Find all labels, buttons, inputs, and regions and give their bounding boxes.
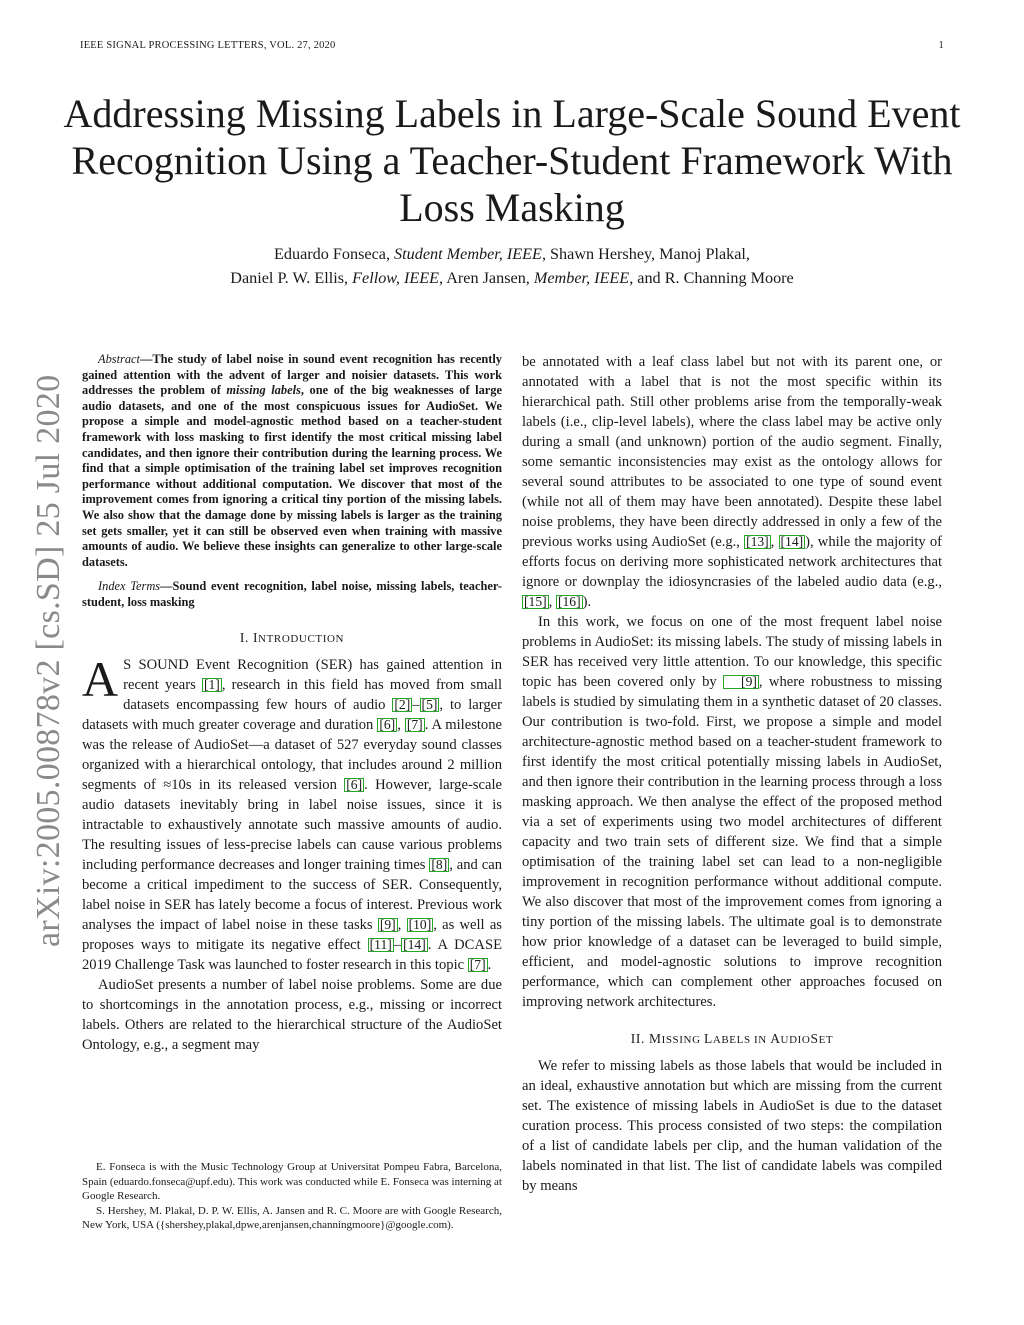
author-membership: Member, IEEE — [533, 269, 630, 287]
citation-link[interactable]: [13] — [746, 534, 769, 549]
citation-link[interactable]: [1] — [203, 676, 220, 692]
paragraph-text: . A milestone was the release of AudioSet—a dataset of 527 everyday sound classes organized with a hierarchical ontology, that includes around 2 million segments of ≈10s in its released version — [82, 716, 502, 793]
citation-link[interactable]: [6] — [346, 776, 363, 792]
index-terms — [82, 579, 502, 610]
paragraph-text: In this work, we focus on one of the most frequent label noise problems in AudioSet: its missing labels. The study of missing labels in SER has received very little attention. To our knowledge, this specific topic has been covered only by — [522, 614, 942, 690]
paragraph-text: . A DCASE 2019 Challenge Task was launched to foster research in this topic — [82, 936, 502, 973]
paper-title: Addressing Missing Labels in Large-Scale Sound Event Recognition Using a Teacher-Student Framework With Loss Masking — [63, 91, 961, 230]
citation-link[interactable]: [6] — [379, 716, 396, 732]
footnote-affiliation: E. Fonseca is with the Music Technology Group at Universitat Pompeu Fabra, Barcelona, Spain (eduardo.fonseca@upf.edu). This work was conducted while E. Fonseca was interning at Google Research. — [82, 1161, 502, 1203]
citation-link[interactable]: [9] — [723, 675, 759, 689]
paragraph-text: be annotated with a leaf class label but not with its parent one, or annotated with a label that is not the most specific within its hierarchical path. Still other problems arise from the temporally-weak labels (i.e., clip-level labels), where the class label may be active only during a small (and unknown) portion of the audio segment. Finally, some semantic inconsistencies may exist as the ontology allows for several sound attributes to be associated to one type of sound event (while not all of them may have been annotated). Despite these label noise problems, they have been directly addressed in only a few of the previous works using AudioSet (e.g., — [522, 354, 942, 550]
body-paragraph — [522, 612, 942, 1012]
abstract-text: —The study of label noise in sound event recognition has recently gained attention with the advent of larger and noisier datasets. This work addresses the problem of — [82, 352, 502, 398]
author-text: Daniel P. W. Ellis, — [230, 269, 353, 287]
section-numeral: I. — [239, 629, 253, 645]
paragraph-text: , and can become a critical impediment to the success of SER. Consequently, label noise in SER has lately become a focus of interest. Previous work analyses the impact of label noise in these tasks — [82, 856, 502, 933]
index-terms-heading: Index Terms — [98, 579, 161, 594]
journal-name: IEEE SIGNAL PROCESSING LETTERS, VOL. 27, 2020 — [80, 40, 336, 51]
paragraph-text: , to larger datasets with much greater coverage and duration — [82, 696, 503, 733]
section-title-cap: S — [810, 1031, 819, 1046]
author-membership: Fellow, IEEE — [352, 269, 440, 287]
arxiv-identifier[interactable]: arXiv:2005.00878v2 [cs.SD] 25 Jul 2020 — [30, 374, 67, 947]
paragraph-text: , — [397, 716, 405, 733]
footnotes — [82, 1160, 502, 1233]
section-numeral: II. — [630, 1031, 649, 1046]
right-column — [522, 352, 942, 1196]
section-title-cap: I — [252, 629, 259, 645]
citation-link[interactable]: [5] — [421, 696, 438, 712]
author-text: Eduardo Fonseca, — [274, 245, 395, 263]
body-paragraph — [522, 352, 942, 612]
section-heading-missing-labels — [522, 1029, 942, 1050]
intro-paragraph — [82, 650, 503, 975]
paragraph-text: , as well as proposes ways to mitigate its negative effect — [82, 916, 502, 953]
paragraph-text: , research in this field has moved from small datasets encompassing few hours of audio — [123, 676, 503, 713]
body-paragraph: We refer to missing labels as those labels that would be included in an ideal, exhaustive annotation but which are missing from the current set. The existence of missing labels in AudioSet is due to the dataset curation process. This process consisted of two steps: the compilation of a list of candidate labels per clip, and the human validation of the labels nominated in that list. The list of candidate labels was compiled by means — [522, 1058, 942, 1194]
section-title-cap: L — [703, 1031, 713, 1046]
section-title-smallcaps: ABELS IN — [712, 1034, 771, 1046]
section-title-smallcaps: ISSING — [661, 1034, 704, 1046]
paragraph-text: . — [487, 956, 492, 973]
citation-link[interactable]: [16] — [557, 594, 581, 609]
citation-link[interactable]: [14] — [403, 936, 426, 952]
abstract-emphasis: missing labels — [226, 383, 301, 398]
section-title-smallcaps: NTRODUCTION — [258, 632, 345, 645]
paragraph-text: – — [393, 936, 402, 953]
drop-cap: A — [82, 650, 119, 707]
section-heading-introduction — [82, 628, 502, 649]
paragraph-text: . However, large-scale audio datasets inevitably bring in label noise issues, since it is intractable to exhaustively annotate such massive amounts of audio. The resulting issues of less-precise labels can cause various problems including performance decreases and longer training times — [82, 776, 502, 873]
citation-link[interactable]: [7] — [469, 956, 486, 972]
abstract-heading: Abstract — [98, 352, 140, 366]
paragraph-text: ). — [582, 594, 592, 610]
section-title-smallcaps: ET — [818, 1034, 834, 1046]
intro-paragraph: AudioSet presents a number of label noise problems. Some are due to shortcomings in the annotation process, e.g., missing or incorrect labels. Others are related to the hierarchical structure of the AudioSet Ontology, e.g., a segment may — [82, 976, 502, 1053]
author-text: , Aren Jansen, — [439, 269, 534, 287]
paragraph-text: , where robustness to missing labels is studied by simulating them in a synthetic dataset of 20 classes. Our contribution is two-fold. First, we propose a simple and model architecture-agnostic method based on a teacher-student framework to first identify the most critical potentially missing labels in AudioSet, and then ignore their contribution in the learning process through a loss masking approach. We then analyse the effect of the proposed method via a set of experiments using two model architectures of different capacity and two train sets of different size. We find that a simple optimisation of the training label set can lead to a non-negligible improvement in recognition performance without additional compute. We also discover that most of the improvement comes from ignoring a tiny portion of the missing labels. The ultimate goal is to demonstrate how prior knowledge of a dataset can be leveraged to build simple, efficient, and model-agnostic solutions to improve recognition performance, which can complement other approaches focused on improving network architectures. — [522, 674, 943, 1010]
paragraph-text: – — [412, 696, 420, 713]
citation-link[interactable]: [2] — [394, 696, 411, 712]
page-number: 1 — [938, 40, 944, 51]
citation-link[interactable]: [7] — [406, 716, 423, 732]
section-title-cap: M — [648, 1031, 662, 1046]
abstract — [82, 352, 502, 570]
paragraph-text: , — [770, 534, 779, 550]
paragraph-text: , — [397, 916, 407, 933]
citation-link[interactable]: [9] — [379, 916, 396, 932]
left-column — [82, 352, 502, 1055]
author-membership: Student Member, IEEE — [394, 245, 542, 263]
section-title-smallcaps: UDIO — [780, 1034, 811, 1046]
citation-link[interactable]: [10] — [408, 916, 432, 932]
citation-link[interactable]: [11] — [369, 936, 392, 952]
author-list — [60, 242, 964, 290]
paragraph-text: S SOUND Event Recognition (SER) has gained attention in recent years — [123, 656, 502, 693]
citation-link[interactable]: [8] — [431, 856, 448, 872]
citation-link[interactable]: [15] — [524, 594, 547, 609]
author-text: , and R. Channing Moore — [629, 269, 794, 287]
paragraph-text: ), while the majority of efforts focus on deriving more sophisticated network architectures that ignore or downplay the idiosyncrasies of the labeled audio data (e.g., — [522, 534, 942, 590]
abstract-text: , one of the big weaknesses of large audio datasets, and one of the most conspicuous issues for AudioSet. We propose a simple and model-agnostic method based on a teacher-student framework with loss masking to first identify the most critical missing label candidates, and then ignore their contribution during the learning process. We find that a simple optimisation of the training label set improves recognition performance without additional computation. We discover that most of the improvement comes from ignoring a critical tiny portion of the missing labels. We also show that the damage done by missing labels is larger as the training set gets smaller, yet it can still be observed even when training with massive amounts of audio. We believe these insights can generalize to other large-scale datasets. — [82, 383, 503, 569]
author-text: , Shawn Hershey, Manoj Plakal, — [541, 245, 750, 263]
running-head — [80, 40, 944, 51]
footnote-affiliation: S. Hershey, M. Plakal, D. P. W. Ellis, A. Jansen and R. C. Moore are with Google Research, New York, USA ({shershey,plakal,dpwe,arenjansen,channingmoore}@google.com). — [82, 1204, 502, 1232]
paragraph-text: , — [548, 594, 556, 610]
index-terms-text: —Sound event recognition, label noise, missing labels, teacher-student, loss masking — [82, 579, 503, 609]
section-title-cap: A — [770, 1031, 781, 1046]
citation-link[interactable]: [14] — [780, 534, 804, 549]
